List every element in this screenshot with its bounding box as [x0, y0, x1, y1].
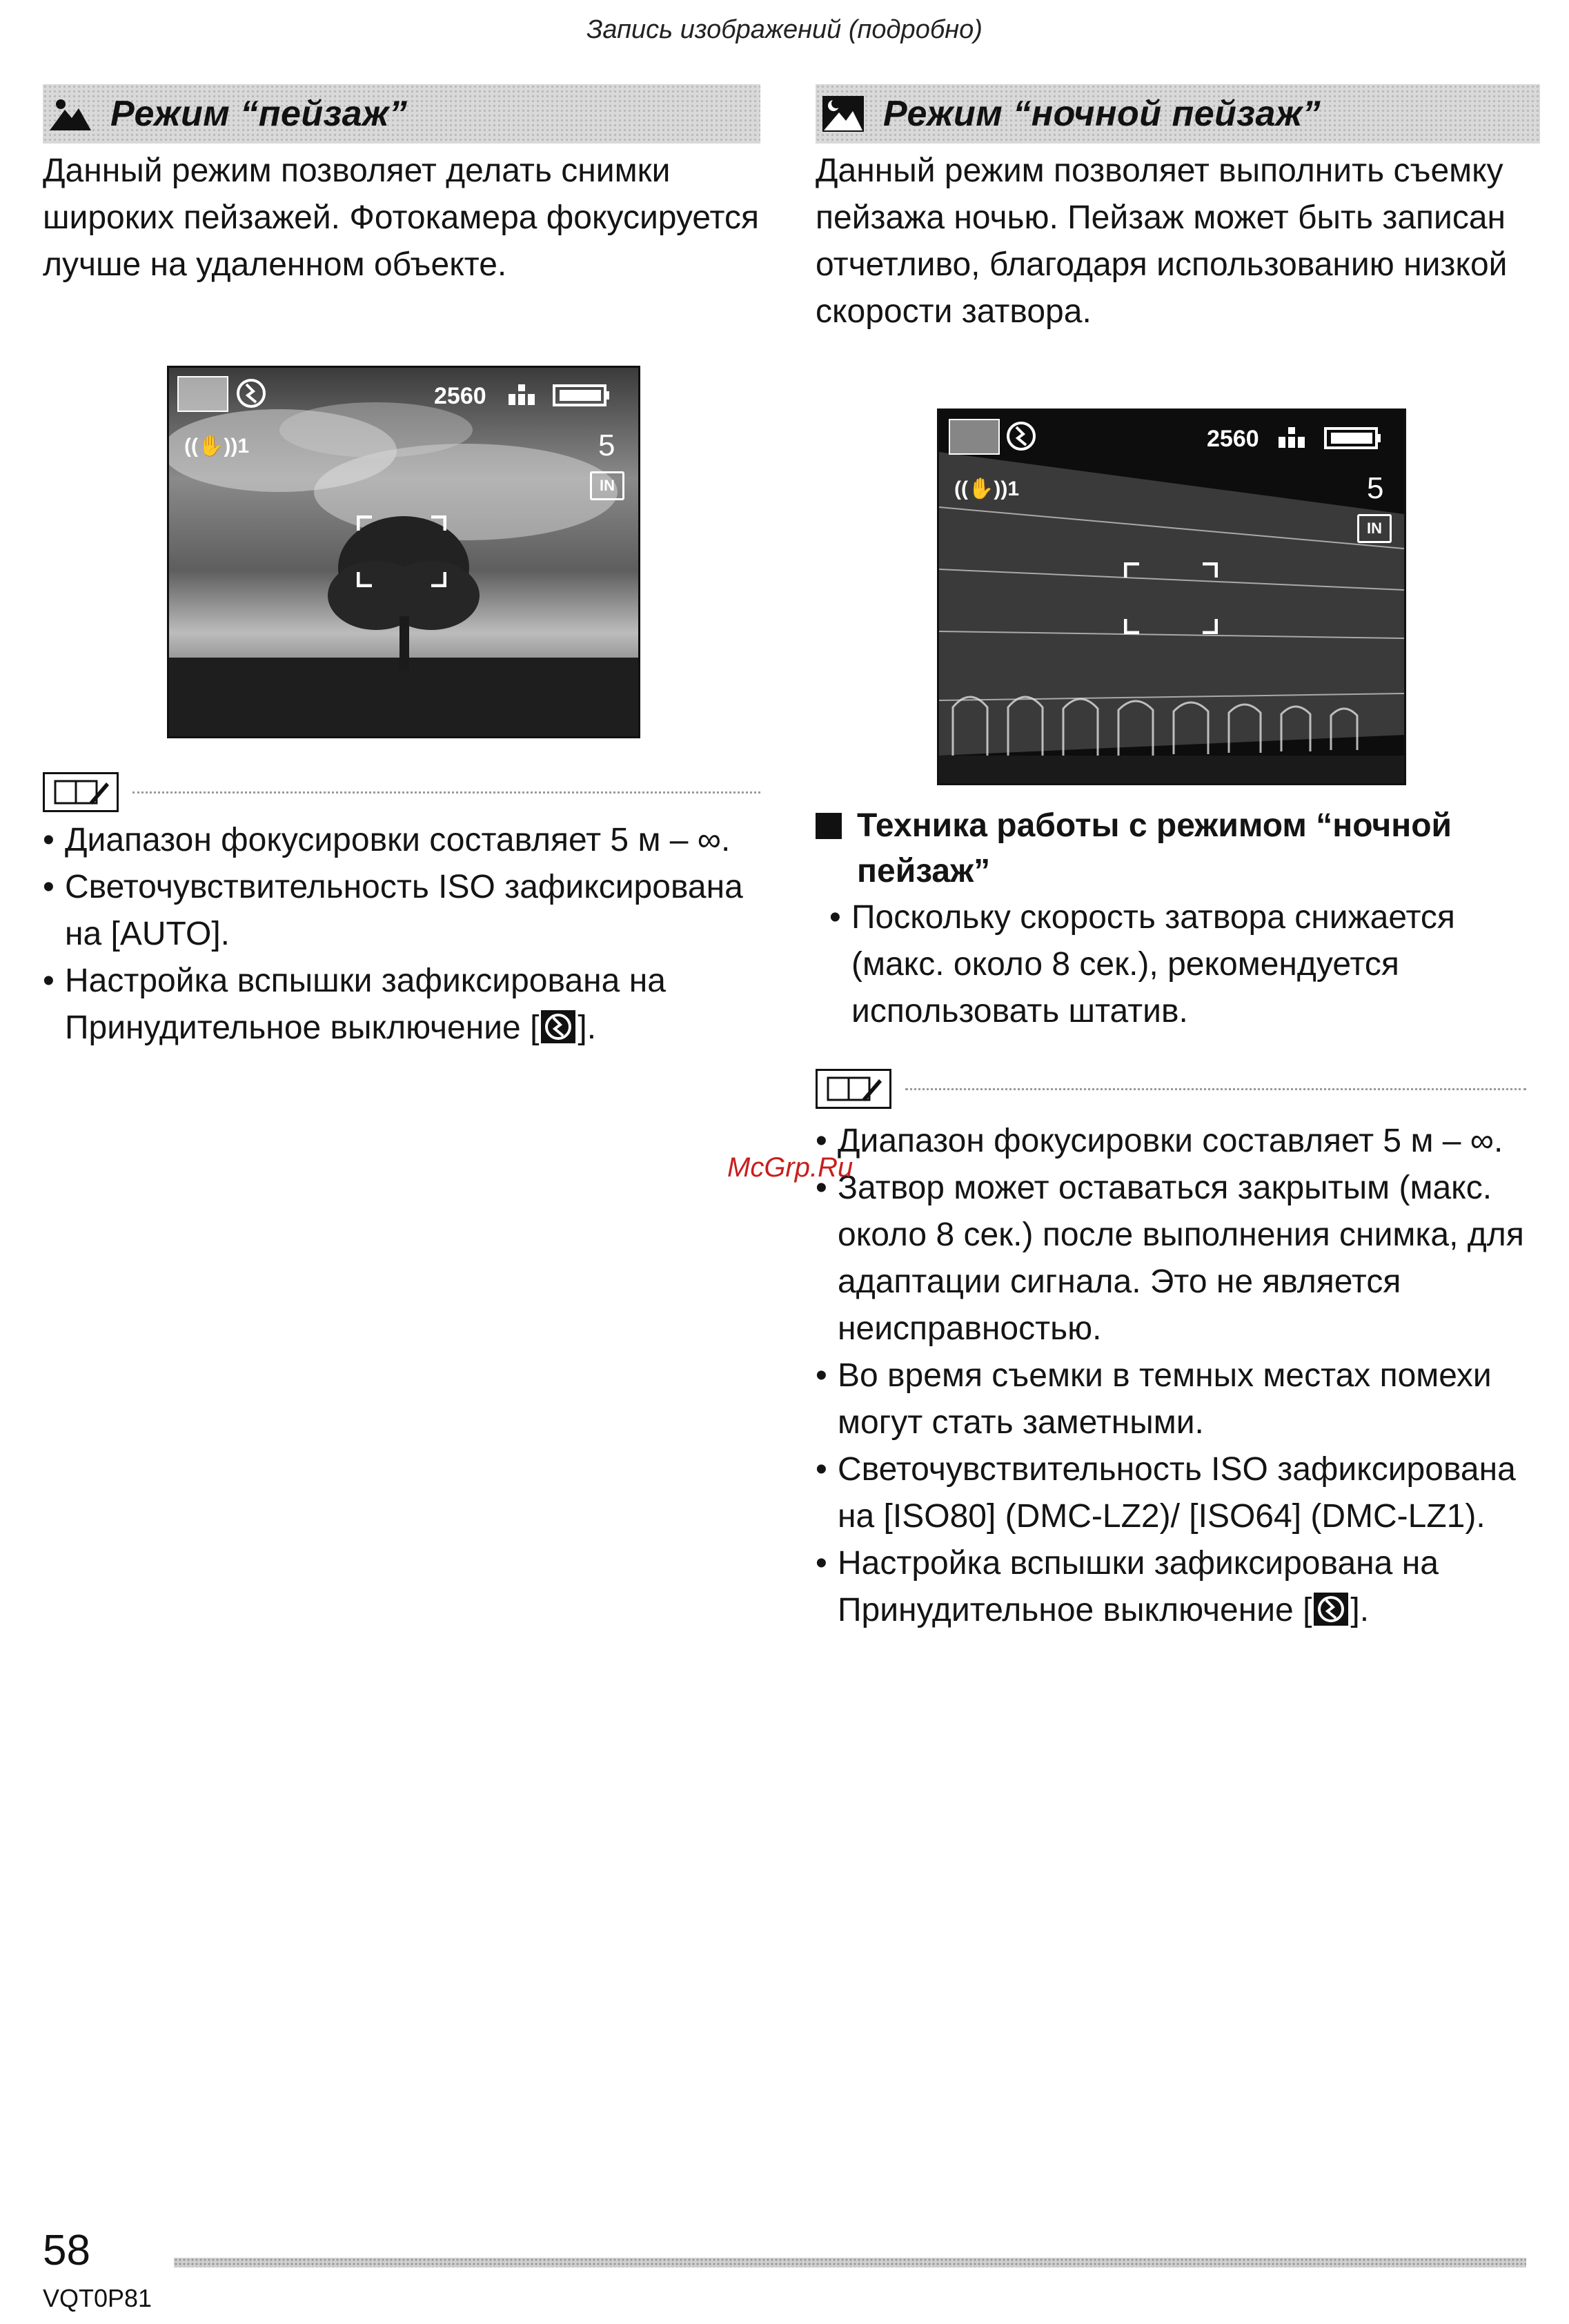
night-notes-list	[816, 1118, 1533, 1634]
night-landscape-mode-heading-bar	[816, 84, 1540, 144]
night-landscape-screen-preview	[937, 408, 1406, 785]
landscape-mode-title: Режим “пейзаж”	[110, 94, 408, 134]
scene-mode-indicator	[949, 419, 1000, 455]
landscape-notes-list	[43, 817, 760, 1052]
flash-off-icon	[235, 377, 267, 413]
remaining-shots-count: 5	[1367, 471, 1384, 505]
night-technique-list	[829, 894, 1540, 1035]
list-item-suffix: ].	[1350, 1592, 1370, 1628]
night-technique-block	[816, 803, 1540, 1035]
night-landscape-section	[816, 84, 1540, 335]
landscape-note-divider	[43, 771, 760, 813]
af-frame	[357, 515, 446, 587]
landscape-mode-heading-bar	[43, 84, 760, 144]
list-item-suffix: ].	[578, 1010, 597, 1046]
list-item: • Поскольку скорость затвора снижается (макс. около 8 сек.), рекомендуется использовать штатив.	[829, 894, 1540, 1035]
list-item-text: Настройка вспышки зафиксирована на Принудительное выключение [	[65, 963, 666, 1046]
list-item: • Светочувствительность ISO зафиксирована на [AUTO].	[43, 864, 760, 958]
stabilizer-indicator: ((✋))1	[954, 477, 1019, 500]
dotted-rule	[905, 1088, 1526, 1090]
night-landscape-mode-icon	[821, 93, 865, 135]
list-item: • Затвор может оставаться закрытым (макс. около 8 сек.) после выполнения снимка, для адаптации сигнала. Это не является неисправностью.	[816, 1165, 1533, 1352]
scene-mode-indicator	[177, 376, 228, 412]
landscape-mode-icon	[48, 93, 92, 135]
stabilizer-indicator: ((✋))1	[184, 435, 249, 457]
resolution-readout: 2560	[434, 383, 486, 409]
flash-off-icon	[1313, 1592, 1349, 1626]
memo-icon	[43, 772, 119, 812]
night-technique-heading: Техника работы с режимом “ночной пейзаж”	[816, 803, 1540, 894]
af-frame	[1124, 562, 1218, 634]
night-landscape-mode-title: Режим “ночной пейзаж”	[883, 94, 1321, 134]
memory-in-icon: IN	[590, 471, 624, 500]
battery-icon	[553, 383, 611, 411]
list-item	[43, 958, 760, 1052]
quality-icon	[504, 383, 539, 411]
page-number: 58	[43, 2227, 90, 2274]
flash-off-icon	[1005, 420, 1037, 455]
list-item: • Диапазон фокусировки составляет 5 м – ∞.	[43, 817, 760, 864]
list-item	[816, 1540, 1533, 1634]
memo-icon	[816, 1069, 891, 1109]
dotted-rule	[132, 791, 760, 794]
watermark: McGrp.Ru	[727, 1152, 853, 1183]
landscape-intro-text: Данный режим позволяет делать снимки широких пейзажей. Фотокамера фокусируется лучше на удаленном объекте.	[43, 152, 759, 283]
memory-in-icon: IN	[1357, 514, 1392, 543]
battery-icon	[1324, 426, 1382, 454]
footer-rule	[174, 2258, 1526, 2267]
quality-icon	[1274, 426, 1309, 454]
remaining-shots-count: 5	[598, 429, 615, 462]
model-code: VQT0P81	[43, 2284, 152, 2312]
landscape-section	[43, 84, 760, 288]
resolution-readout: 2560	[1207, 426, 1259, 452]
list-item: • Светочувствительность ISO зафиксирована на [ISO80] (DMC-LZ2)/ [ISO64] (DMC-LZ1).	[816, 1446, 1533, 1540]
flash-off-icon	[540, 1010, 576, 1044]
list-item: • Диапазон фокусировки составляет 5 м – ∞.	[816, 1118, 1533, 1165]
list-item: • Во время съемки в темных местах помехи могут стать заметными.	[816, 1352, 1533, 1446]
night-landscape-intro-text: Данный режим позволяет выполнить съемку пейзажа ночью. Пейзаж может быть записан отчетливо, благодаря использованию низкой скорости затвора.	[816, 152, 1508, 330]
page-header-title: Запись изображений (подробно)	[586, 15, 983, 44]
night-note-divider	[816, 1068, 1526, 1110]
list-item-text: Настройка вспышки зафиксирована на Принудительное выключение [	[838, 1545, 1439, 1628]
landscape-screen-preview	[167, 366, 640, 738]
